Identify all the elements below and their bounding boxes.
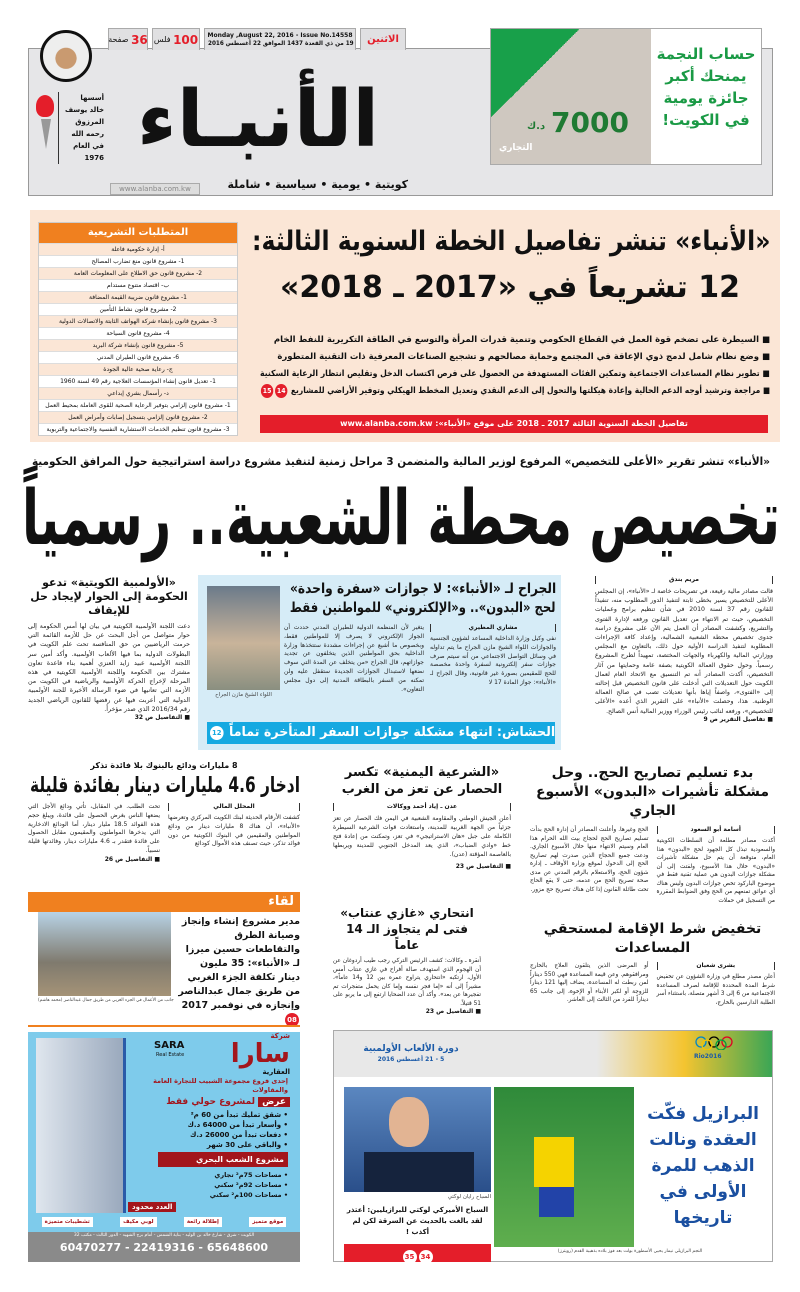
offer-point: • والباقي على 30 شهر xyxy=(206,1141,288,1149)
details-link[interactable]: ■ التفاصيل ص 23 xyxy=(455,863,511,870)
table-row: 1- مشروع قانون ضريبة القيمة المضافة xyxy=(39,291,237,303)
table-row: 2- مشروع قانون إلزامي بتسجيل إصابات وأمراض العمل xyxy=(39,411,237,423)
bomber-article xyxy=(333,905,481,1016)
residency-article xyxy=(530,920,775,1007)
olympics-title: دورة الألعاب الأولمبية xyxy=(363,1044,459,1054)
article-headline: ادخار 4.6 مليارات دينار بفائدة قليلة xyxy=(30,773,300,797)
slogan xyxy=(208,178,408,192)
yemen-article xyxy=(333,764,511,871)
project-point: • مساحات 75م² تجاري xyxy=(214,1171,288,1179)
byline: مشاري المطيري xyxy=(430,624,556,632)
rio-logo: Rio2016 xyxy=(694,1053,722,1060)
page-badge: 14 xyxy=(275,384,287,398)
construction-photo xyxy=(38,912,171,996)
plan-headline-2 xyxy=(250,266,770,310)
photo-caption: النجم البرازيلي نيمار يحيي الأسطورة بولت بعد فوز بلاده بذهبية القدم (رويترز) xyxy=(557,1249,703,1254)
article-body: تحت الطلب. في المقابل، تأتي ودائع الأجل التي يضعها الناس بغرض الحصول على فائدة، ويبلغ حجم هذه الفوائد 18.5 مليار دينار، أما الودائع الادخارية التي يدخرها المواطنون والمقيمون مقابل الحصول على فائدة فتقدر بـ 4.6 مليارات دينار، وفائدتها قليلة نسبياً. xyxy=(28,803,161,854)
lochte-photo xyxy=(344,1087,491,1192)
ad-line: جائزة يومية xyxy=(663,89,749,107)
bar-text: تفاصيل الخطة السنوية الثالثة 2017 ـ 2018 على موقع «الأنباء»: www.alanba.com.kw xyxy=(340,419,688,428)
ad-text xyxy=(651,29,761,164)
ad-line: في الكويت! xyxy=(662,111,750,129)
article-headline: تخفيض شرط الإقامة لمستحقي المساعدات xyxy=(543,921,762,956)
headline-line: الجراح لـ «الأنباء»: لا جوازات «سفرة واحدة» xyxy=(289,581,556,597)
table-row: 3- مشروع قانون بإنشاء شركة الهواتف الثابتة والاتصالات الدولية xyxy=(39,315,237,327)
table-row: 6- مشروع قانون الطيران المدني xyxy=(39,351,237,363)
project-point: • مساحات 100م² سكني xyxy=(209,1191,288,1199)
byline: المحلل المالي xyxy=(168,803,300,811)
ad-address: الكويت - شرق - شارع خالد بن الوليد - بناية الشمس - أمام برج الشهيد - الدور الثالث - مكتب 32 xyxy=(73,1233,255,1238)
olympics-section xyxy=(333,1030,773,1262)
table-row: ب- اقتصاد متنوع مستدام xyxy=(39,279,237,291)
article-body: دعت اللجنة الأولمبية الكويتية في بيان لها أمس الحكومة إلى حوار متواصل من أجل البحث عن حل للأزمة القائمة التي حرمت الرياضيين من حق المنافسة تحت علم الكويت في البطولات الدولية بما فيها الألعاب الأولمبية. وأكد أمين سر اللجنة الأولمبية عبيد زايد العنزي أهمية بناء قاعدة تعاون مشترك بين الحكومة واللجنة الأولمبية الكويتية في هذه المرحلة لإخراج الحركة الأولمبية والرياضية في الكويت من الأزمة التي تعانيها في ضوء الرسالة الأخيرة للجنة الأولمبية الدولية التي أعربت فيها عن رفضها للقانون الرياضي الجديد رقم 2016/34 الذي صدر مؤخراً. xyxy=(28,623,190,713)
founder-line: أسسها xyxy=(80,94,104,102)
lead-article xyxy=(595,576,773,724)
table-row: 1- مشروع قانون منع تضارب المصالح xyxy=(39,255,237,267)
offer-point: • شقق تمليك تبدأ من 60 م² xyxy=(190,1111,288,1119)
article-body: أنقرة ـ وكالات: كشف الرئيس التركي رجب طيب أردوغان عن أن الهجوم الذي استهدف صالة أفراح في غازي عنتاب أمس الأول، ارتكبه «انتحاري يتراوح عمره بين 12 و14 عاماً»، مشيراً إلى أنه «إما فجر نفسه وإما كان يحمل متفجرات تم تفجيرها عن بعد». وأكد أن عدد الضحايا ارتفع إلى ما يربو على 51 قتيلاً. xyxy=(333,958,481,1007)
passports-col1 xyxy=(430,624,556,688)
caption-text: جانب من الأعمال في الجزء الغربي من طريق جمال عبدالناصر (محمد هاشم) xyxy=(38,998,174,1003)
table-row: 1- تعديل قانون إنشاء المؤسسات العلاجية رقم 49 لسنة 1960 xyxy=(39,375,237,387)
kicker-text: «الأنباء» تنشر تقرير «الأعلى للتخصيص» المرفوع لوزير المالية والمتضمن 3 مراحل زمنية لتنفيذ مشروع دراسة استراتيجية حول المرافق الحكومية xyxy=(32,455,770,468)
photo-caption: اللواء الشيخ مازن الجراح xyxy=(215,692,272,698)
table-row: أ- إدارة حكومية فاعلة xyxy=(39,243,237,255)
headline-text: 12 تشريعاً في «2017 ـ 2018» xyxy=(280,270,740,305)
ad-line: يمنحك أكبر xyxy=(665,67,747,85)
founder-line: في العام xyxy=(73,142,104,150)
plan-link-bar[interactable] xyxy=(260,415,768,433)
ad-phones: 60470277 - 22419316 - 65648600 xyxy=(59,1241,269,1254)
lead-headline: تخصيص محطة الشعبية.. رسمياً xyxy=(22,473,780,562)
feature: إطلالة رائعة xyxy=(184,1217,222,1227)
photo-caption: السباح رايان لوكتي xyxy=(447,1194,491,1200)
page-count: 36 xyxy=(131,32,148,47)
bank-ad[interactable] xyxy=(490,28,762,165)
limited-badge: العدد محدود xyxy=(128,1202,176,1212)
plan-bullet: ■ السيطرة على تضخم قوة العمل في القطاع الحكومي وتنمية قدرات المرأة والتوسع في الطاقة التكريرية للنفط الخام xyxy=(273,335,770,345)
details-link[interactable]: ■ التفاصيل ص 26 xyxy=(104,855,160,863)
byline: أسامة أبو السعود xyxy=(657,826,776,834)
real-estate-ad[interactable] xyxy=(28,1032,300,1262)
date-ar: 19 من ذي القعدة 1437 الموافق 22 أغسطس 2016 xyxy=(208,39,354,47)
passports-headline xyxy=(288,580,556,618)
table-row: ج- رعاية صحية عالية الجودة xyxy=(39,363,237,375)
price-unit: فلس xyxy=(153,35,171,44)
photo-caption xyxy=(36,998,174,1004)
lead-kicker xyxy=(30,455,770,469)
founder-line: المرزوق xyxy=(75,118,104,126)
ad-sub-en: Real Estate xyxy=(156,1052,185,1058)
plan-bullets xyxy=(258,332,770,400)
ad-line: حساب النجمة xyxy=(656,45,756,63)
hajj-article xyxy=(530,764,775,905)
day-tab: الاثنين xyxy=(360,28,406,50)
price-tab xyxy=(152,28,200,50)
founder-line: رحمه الله xyxy=(71,130,104,138)
table-row: 4- مشروع قانون السياحة xyxy=(39,327,237,339)
website-text: www.alanba.com.kw xyxy=(119,185,191,193)
article-body: قالت مصادر مالية رفيعة، في تصريحات خاصة لـ «الأنباء»، إن المجلس الأعلى للتخصيص يسير بخطى ثابتة لتنفيذ الدور المطلوب منه، تنفيذاً للقانون رقم 37 لسنة 2010 في شأن تنظيم برامج وعمليات التخصيص، حيث تم الانتهاء من تعديل القانون ورفعه لإدارة الفتوى والتشريع، وكشفت المصادر أن العمل يتم الآن على مشروع دراسة جدوى تخصيص محطة الشعبية الشمالية، وإعداد كافة الإجراءات المطلوبة لتنفيذ الدراسة الأولية حول ذلك، بالتعاون مع المجلس ووزارتي المالية والكهرباء والجهات المختصة، تمهيداً لطرح المشروع رسمياً. وحول حقوق العمالة الكويتية بصفة عامة وحمايتها من آثار التخصيص، أكدت المصادر أنه تم التنسيق مع الاتحاد العام لعمال الكويت حول التعديلات التي أدخلت على قانون التخصيص قبل إحالته إلى «الفتوى»، واصفاً إياها بأنها تعديلات تصب في صالح العمالة الوطنية. هذا، وحصلت «الأنباء» على التقرير الذي أعده «الأعلى للتخصيص»، ورفعه لنائب رئيس الوزراء ووزير المالية أنس الصالح. xyxy=(595,588,773,715)
date-tab xyxy=(204,28,356,50)
founder-line: 1976 xyxy=(84,154,104,162)
side-headline: السباح الأميركي لوكتي للبرازيليين: أعتذر لقد بالغت بالحديث عن السرقة لكن لم أكذب ! xyxy=(346,1206,489,1236)
torch-icon xyxy=(36,95,56,155)
article-body: أعلن مصدر مطلع في وزارة الشؤون عن تخفيض شرط المدة المحددة للإقامة لصرف المساعدة الاجتماعية من 6 إلى 3 أشهر متصلة، باستثناء أسر الطلبة الدارسين بالخارج، xyxy=(656,974,775,1006)
project-point: • مساحات 92م² سكني xyxy=(214,1181,288,1189)
article-body: نفى وكيل وزارة الداخلية المساعد لشؤون الجنسية والجوازات اللواء الشيخ مازن الجراح ما يتم تداوله في وسائل التواصل الاجتماعي من أنه سيتم صرف جوازات سفر إلكترونية لسفرة واحدة مخصصة للحج للمقيمين بصورة غير قانونية، وقال الجراح لـ «الأنباء»: جواز المادة 17 لا xyxy=(430,635,556,686)
article-headline: «الأولمبية الكويتية» تدعو الحكومة إلى الحوار لإيجاد حل للإيقاف xyxy=(30,576,188,617)
bar-text: الحشاش: انتهاء مشكلة جوازات السفر المتأخرة تماماً xyxy=(228,725,555,740)
byline: بشرى شعبان xyxy=(657,962,776,970)
article-body: كشفت الأرقام الحديثة لبنك الكويت المركزي وتعرضها «الأنباء»، أن هناك 8 مليارات دينار من ودائع المواطنين والمقيمين في البنوك الكويتية من دون فوائد تذكر، حيث تصنف هذه الأموال كودائع xyxy=(168,814,300,848)
date-en: Monday ,August 22, 2016 - Issue No.14558 xyxy=(207,31,353,39)
plan-bullet: ■ مراجعة وترشيد أوجه الدعم الحالية وإعادة هيكلتها والتحول إلى الدعم النقدي وتعديل المخطط الهيكلي وتوفير الأراضي للمشاريع xyxy=(290,386,770,396)
page-badge: 34 xyxy=(419,1250,433,1264)
table-row: 3- مشروع قانون تنظيم الخدمات الاستشارية النفسية والاجتماعية والتربوية xyxy=(39,423,237,435)
offer-point: • وأسعار تبدأ من 64000 د.ك xyxy=(187,1121,288,1129)
article-body: يتغير لأن المنظمة الدولية للطيران المدني حددت أن الجواز الإلكتروني لا يصرف إلا للمواطنين فقط، وبخصوص ما أشيع عن إجراءات مشددة ستتخذها وزارة الداخلية بحق المواطنين الذين يتخلفون عن تجديد جوازاتهم، قال الجراح «من يتخلف عن المدة التي سوف نضعها لاستبدال الجوازات الجديدة ستقفل عليه ولن تمكنه من السفر بالبطاقة المدنية إلى دول مجلس التعاون». xyxy=(284,624,424,693)
ad-group: إحدى فروع مجموعة الشبيب للتجارة العامة والمقاولات xyxy=(153,1077,288,1094)
page-badge: 08 xyxy=(285,1013,299,1027)
feature: لوبي مكيف xyxy=(120,1217,156,1227)
ad-photo xyxy=(491,29,651,164)
project-points xyxy=(178,1170,288,1200)
article-body: الحج وغيرها. وأعلنت المصادر أن إدارة الحج بدأت تسليم تصاريح الحج لحجاج بيت الله الحرام هذا العام وسيتم الانتهاء منها خلال الأسبوع الجاري. ودعت جميع الحجاج الذين صدرت لهم تصاريح الحج إلى الدخول لموقع وزارة الأوقاف ـ إدارة شؤون الحج، والاستعلام بالرقم المدني عن مدى صحة تصريح الحج من عدمه، حتى لا يقع الحاج تحت طائلة القانون إذا كان هناك تصريح حج مزور. xyxy=(530,827,649,893)
tower-image xyxy=(36,1038,126,1213)
plan-bullet: ■ تطوير نظام المساعدات الاجتماعية وتمكين الفئات المستهدفة من الحصول على فرص اكتساب الدخل وتقليص انتظار الرعاية السكنية xyxy=(260,369,770,379)
table-title: المتطلبات التشريعية xyxy=(39,223,237,243)
ad-currency: د.ك xyxy=(527,121,546,132)
article-body: أكدت مصادر مطلعة أن السلطات الكويتية والسعودية تبذل كل الجهود لحج «البدون» هذا العام، متوقعة أن يتم حل مشكلة تأشيرات «البدون» خلال هذا الأسبوع، ولفتت إلى أن مشكلة جوازات البدون هي عملية تقنية فقط في موضوع الباركود تخص جوازات البدون وليس هناك أي عوائق تمنعهم من الحج وفق الضوابط المقررة من التسجيل في حملات xyxy=(656,838,775,904)
founder-portrait xyxy=(40,30,92,82)
olympic-committee-article xyxy=(28,576,190,722)
feature-ribbons xyxy=(28,1217,300,1227)
table-row: 2- مشروع قانون نشاط التأمين xyxy=(39,303,237,315)
article-headline: بدء تسليم تصاريح الحج.. وحل مشكلة تأشيرات «البدون» الأسبوع الجاري xyxy=(535,765,770,819)
olympic-rings-icon xyxy=(694,1035,734,1049)
interview-headline xyxy=(178,915,300,1028)
table-row: 1- مشروع قانون إلزامي بتوفير الرعاية الصحية للقوى العاملة بمحيط العمل xyxy=(39,399,237,411)
article-kicker: 8 مليارات ودائع بالبنوك بلا فائدة تذكر xyxy=(90,761,238,770)
newspaper-logo: الأنبـاء xyxy=(136,75,380,165)
table-row: 5- مشروع قانون بإنشاء شركة البريد xyxy=(39,339,237,351)
ad-name-ar: سارا xyxy=(230,1039,290,1069)
byline: عدن ـ إياد أحمد ووكالات xyxy=(333,803,511,811)
pages-tab xyxy=(108,28,148,50)
page-badge: 35 xyxy=(403,1250,417,1264)
feature: موقع متميز xyxy=(249,1217,286,1227)
founder-line: خالد يوسف xyxy=(64,106,104,114)
olympics-headline: البرازيل فكّت العقدة ونالت الذهب للمرة الأولى في تاريخها xyxy=(647,1104,759,1228)
website-link[interactable] xyxy=(110,183,200,195)
article-headline: «الشرعية اليمنية» تكسر الحصار عن تعز من الغرب xyxy=(341,765,503,797)
savings-article xyxy=(28,760,300,864)
table-row: د- رأسمال بشري إبداعي xyxy=(39,387,237,399)
headline-text: مدير مشروع إنشاء وإنجاز وصيانة الطرق والتقاطعات حسين ميرزا لـ «الأنباء»: 35 مليون دينار تكلفة الجزء الغربي من طريق جمال عبدالناصر وإنجازه في نوفمبر 2017 xyxy=(178,916,300,1011)
table-row: 2- مشروع قانون حق الاطلاع على المعلومات العامة xyxy=(39,267,237,279)
ad-name-en: SARA xyxy=(154,1040,185,1051)
project-banner: مشروع الشعب البحري xyxy=(158,1152,288,1167)
slogan-text: كويتية • يومية • سياسية • شاملة xyxy=(227,178,408,191)
ad-sub-ar: العقارية xyxy=(262,1068,290,1076)
founder-note xyxy=(58,92,104,164)
ad-company: شركة xyxy=(270,1032,290,1040)
plan-headline xyxy=(250,222,770,262)
headline-line: لحج «البدون».. و«الإلكتروني» للمواطنين فقط xyxy=(290,600,556,616)
offer-title: لمشروع حولي فقط xyxy=(166,1097,255,1107)
headline-text: «الأنباء» تنشر تفاصيل الخطة السنوية الثالثة: xyxy=(251,226,770,257)
neymar-photo xyxy=(494,1087,634,1247)
officer-photo xyxy=(207,586,280,690)
olympics-dates: 5 - 21 أغسطس 2016 xyxy=(377,1056,445,1063)
lead-headline-box xyxy=(20,472,780,564)
feature: تشطيبات متميزة xyxy=(42,1217,93,1227)
price: 100 xyxy=(173,32,199,47)
ad-brand: التجاري xyxy=(499,143,533,153)
offer-badge: عرض xyxy=(258,1097,290,1107)
page-badge: 12 xyxy=(210,726,224,740)
olympics-pages xyxy=(344,1244,491,1262)
details-link[interactable]: ■ التفاصيل ص 23 xyxy=(425,1008,481,1015)
plan-bullet: ■ وضع نظام شامل لدمج ذوي الإعاقة في المجتمع وحماية مصالحهم و تشجيع الصناعات المعرفية ذات التقنية المتطورة xyxy=(277,352,770,362)
ad-footer xyxy=(28,1232,300,1262)
article-body: أو المرضى الذين يتلقون العلاج بالخارج ومرافقوهم. وعن قيمة المساعدة فهي 550 ديناراً لمن ربطت له المساعدة، يضاف إليها 121 ديناراً للزوجة أو لكبر الأبناء أو الإخوة، إلى جانب 65 ديناراً للفرد من الثالث إلى العاشر. xyxy=(530,963,649,1003)
divider xyxy=(28,1025,300,1027)
offer-points xyxy=(128,1110,288,1150)
article-body: أعلن الجيش الوطني والمقاومة الشعبية في اليمن فك الحصار عن تعز جزئياً من الجهة الغربية للمدينة، واستعادت قوات الشرعية السيطرة الكاملة على جبل «هان الاستراتيجي» في تعز، وتمكنت من إعادة فتح خط «وادي الضباب»، الذي يعد المدخل الجنوبي للمدينة ويربطها بالعاصمة المؤقتة (عدن). xyxy=(333,815,511,858)
details-link[interactable]: ■ التفاصيل ص 32 xyxy=(134,714,190,722)
offer-point: • دفعات تبدأ من 26000 د.ك xyxy=(189,1131,288,1139)
olympics-title-block xyxy=(356,1043,466,1064)
page-badge: 15 xyxy=(261,384,273,398)
byline: مريم بندق xyxy=(595,576,773,584)
details-link[interactable]: ■ تفاصيل التقرير ص 9 xyxy=(703,715,773,723)
interview-label: لقاء xyxy=(28,892,300,912)
pages-unit: صفحة xyxy=(108,35,129,44)
ad-amount: 7000 xyxy=(551,106,629,139)
article-headline: انتحاري «غازي عنتاب» فتى لم يتجاوز الـ 14 عاماً xyxy=(340,906,474,952)
passports-bar xyxy=(207,722,555,744)
